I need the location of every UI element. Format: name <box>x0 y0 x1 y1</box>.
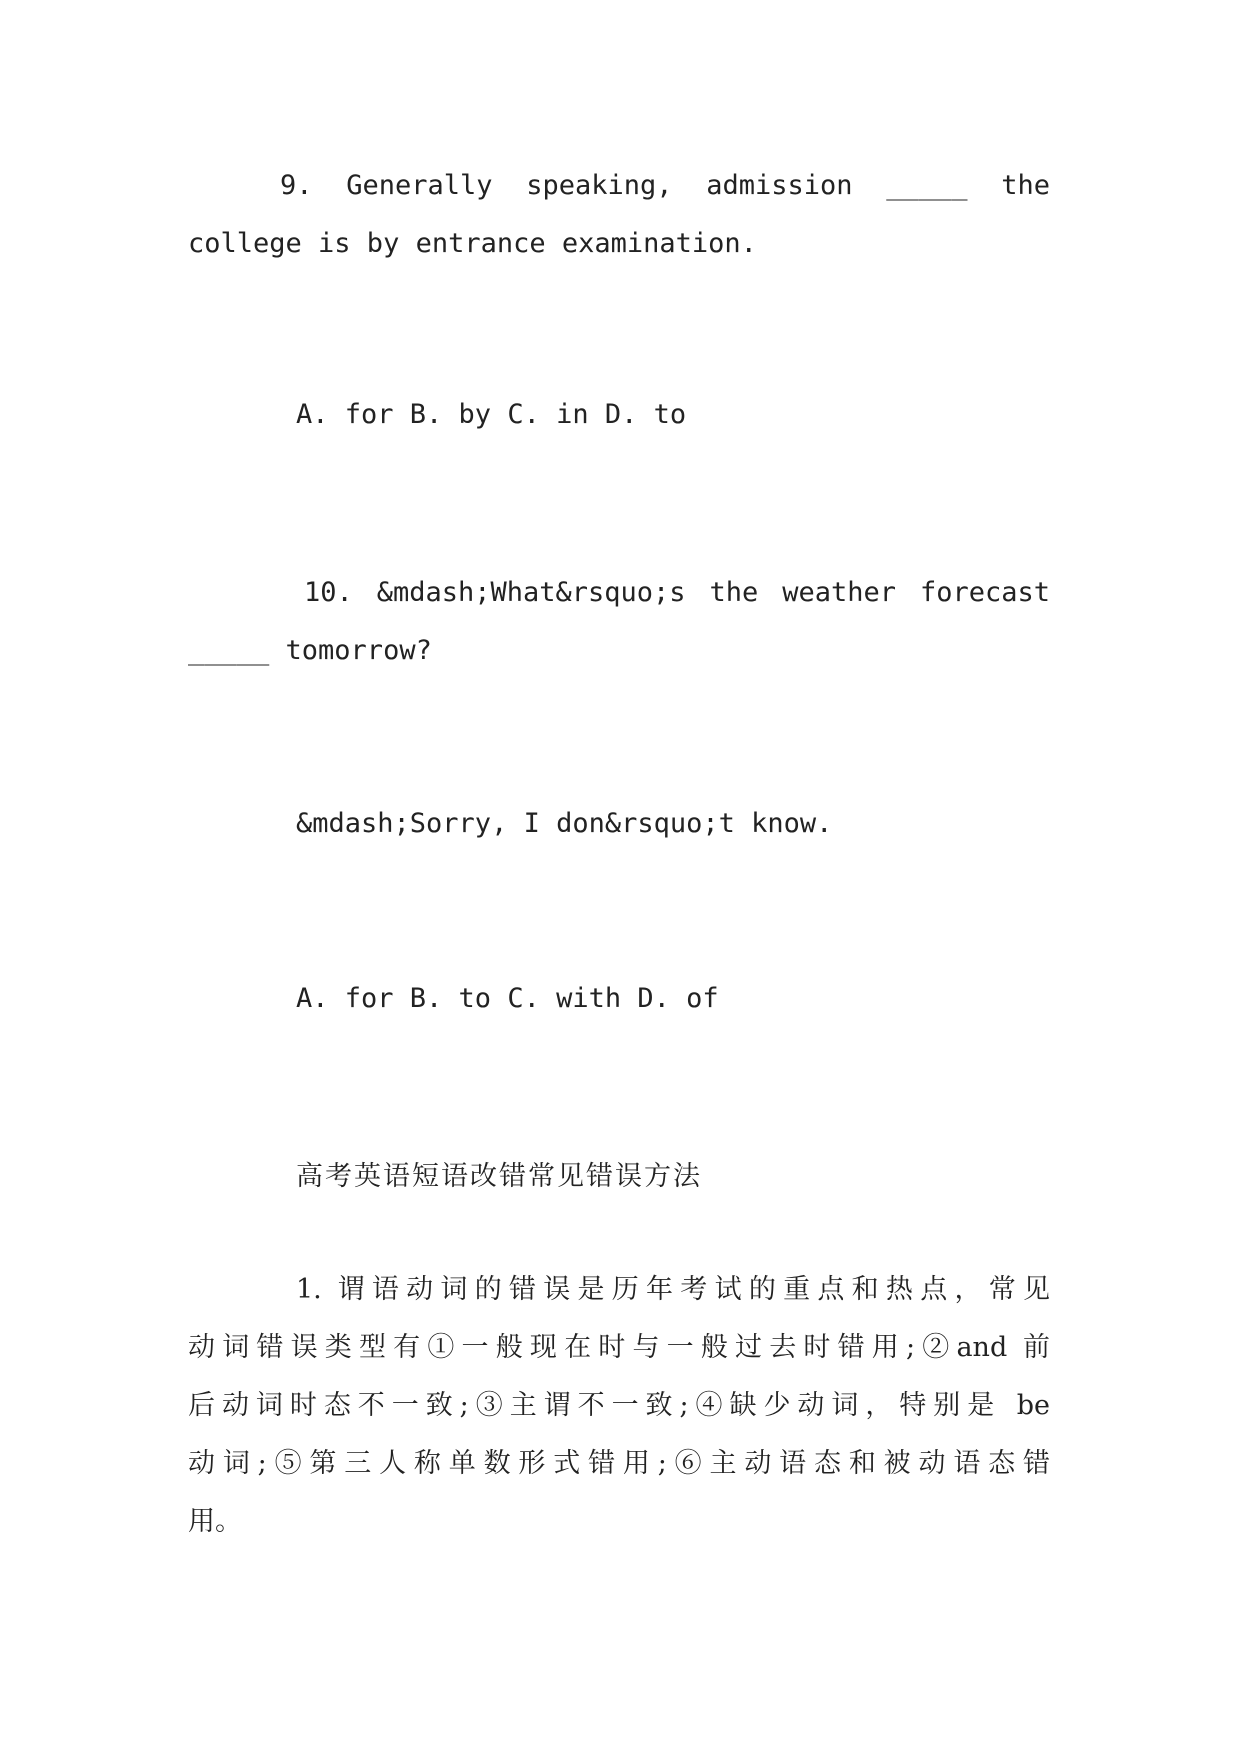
section-paragraph-line-4: 动词;⑤第三人称单数形式错用;⑥主动语态和被动语态错 <box>188 1448 1050 1479</box>
question-9-line-1: 9. Generally speaking, admission _____ the <box>280 170 1050 201</box>
section-paragraph <box>188 1261 1050 1551</box>
section-paragraph-line-3: 后动词时态不一致;③主谓不一致;④缺少动词，特别是 be <box>188 1390 1050 1421</box>
question-10-reply: &mdash;Sorry, I don&rsquo;t know. <box>296 808 833 839</box>
section-paragraph-line-2: 动词错误类型有①一般现在时与一般过去时错用;②and 前 <box>188 1332 1050 1363</box>
question-10-line-1: 10. &mdash;What&rsquo;s the weather forecast <box>304 577 1050 608</box>
question-10 <box>188 564 1050 680</box>
question-10-options: A. for B. to C. with D. of <box>296 983 719 1014</box>
question-10-line-2: _____ tomorrow? <box>188 635 432 666</box>
section-paragraph-line-1: 1. 谓语动词的错误是历年考试的重点和热点，常见 <box>296 1274 1050 1305</box>
question-9 <box>188 157 1050 273</box>
question-9-options: A. for B. by C. in D. to <box>296 399 687 430</box>
section-paragraph-line-5: 用。 <box>188 1506 242 1537</box>
question-9-line-2: college is by entrance examination. <box>188 228 757 259</box>
section-title: 高考英语短语改错常见错误方法 <box>296 1161 702 1192</box>
